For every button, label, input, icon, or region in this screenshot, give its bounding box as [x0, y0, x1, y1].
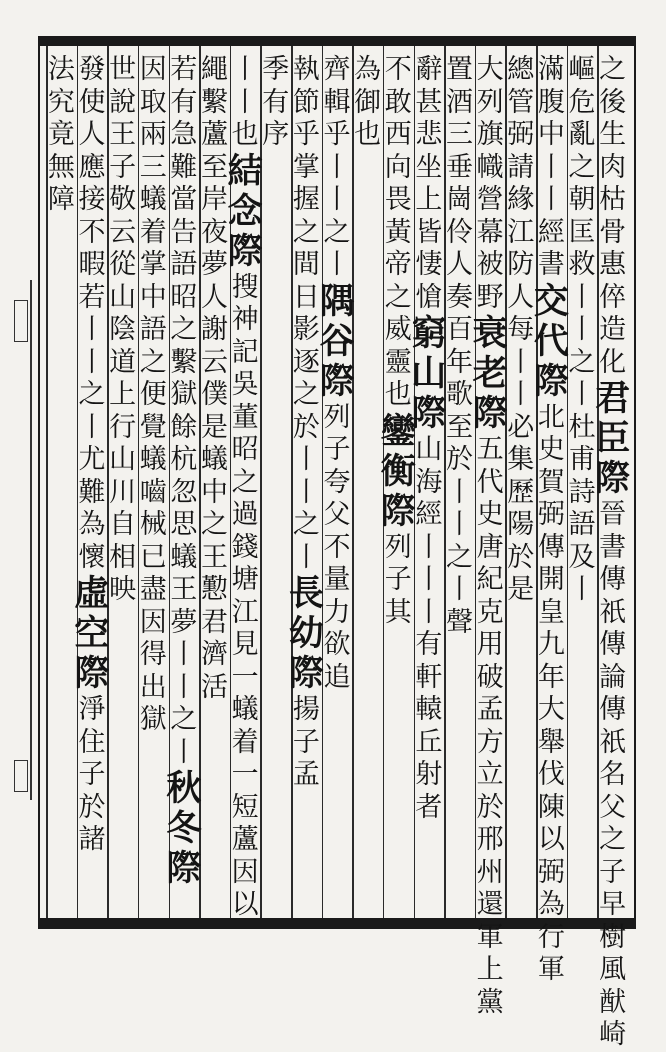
section-heading: 結 念 際: [227, 150, 263, 272]
column-text: 繩 繫 蘆 至 岸 夜 夢 人 謝 云 僕 是 蟻 中 之 王 懃 君 濟 活: [200, 54, 228, 703]
column-text: 置 酒 三 垂 崗 伶 人 奏 百 年 歌 至 於 丨 丨 之 丨 聲: [446, 54, 474, 638]
section-heading: 長 幼 際: [288, 573, 324, 694]
column-text: 日 影 逐 之 於 丨 丨 之 丨: [292, 281, 320, 573]
top-border-bar: [38, 36, 636, 46]
section-heading: 君 臣 際: [595, 378, 631, 499]
column-text: 辭 甚 悲 坐 上 皆 悽 愴: [415, 54, 443, 313]
section-heading: 交 代 際: [533, 280, 569, 402]
column-text: 季 有 序: [262, 54, 290, 150]
column-text: 不 敢 西 向 畏 黃 帝 之 威 靈 也: [384, 54, 412, 410]
section-heading: 虛 空 際: [74, 573, 110, 694]
column-text: 法 究 竟 無 障: [47, 54, 75, 215]
column-text: 世 說 王 子 敬 云 從 山 陰 道 上 行 山 川 自 相 映: [109, 54, 137, 605]
section-heading: 衰 老 際: [472, 313, 508, 434]
column-text: 嶇 危 亂 之 朝 匡 救 丨 丨 之 丨 杜 甫 詩 語 及 丨: [568, 54, 596, 605]
column-text: 列 子 其: [384, 531, 412, 628]
column-text: 若 有 急 難 當 告 語 昭 之 繫 獄 餘 杭 忽 思 蟻 王 夢 丨 丨 之 丨: [170, 54, 198, 768]
column-text: 發 使 人 應 接 不 暇 若 丨 丨 之 丨 尤 難 為 懷: [78, 54, 106, 573]
column-text: 丨 丨 也: [231, 54, 259, 150]
column-text: 揚 子 孟: [292, 694, 320, 790]
column-text: 為 御 也: [354, 54, 382, 150]
column-text: 北 史 賀 弼 傳 開 皇 九 年 大 舉 伐 陳 以 弼 為 行 軍: [537, 401, 565, 985]
column-text: 晉 書 傳 祇 傳 論 傳 祇 名 父 之 子 早 樹 風 猷 崎: [599, 499, 627, 1050]
column-text: 總 管 弼 請 緣 江 防 人 每 丨 丨 必 集 歷 陽 於 是: [507, 54, 535, 605]
book-spine-edge: [8, 280, 32, 800]
column-text: 淨 住 子 於 諸: [78, 694, 106, 855]
column-text: 執 節 乎 掌 握 之 間: [292, 54, 320, 280]
section-heading: 秋 冬 際: [166, 768, 202, 889]
column-text: 山 海 經 丨 丨 丨 有 軒 轅 丘 射 者: [415, 434, 443, 823]
section-heading: 鑾 衡 際: [380, 410, 416, 532]
column-text: 大 列 旗 幟 營 幕 被 野: [476, 54, 504, 313]
column-text: 列 子 夸 父 不 量 力 欲 追: [323, 401, 351, 693]
spine-mark: [14, 300, 28, 342]
text-column: [42, 54, 80, 914]
column-text: 滿 腹 中 丨 丨 經 書: [537, 54, 565, 280]
column-text: 五 代 史 唐 紀 克 用 破 孟 方 立 於 邢 州 還 軍 上 黨: [476, 434, 504, 1018]
column-text: 齊 輯 乎 丨 丨 之 丨: [323, 54, 351, 280]
column-text: 因 取 兩 三 蟻 着 掌 中 語 之 便 覺 蟻 嚙 械 已 盡 因 得 出 獄: [139, 54, 167, 735]
section-heading: 隅 谷 際: [319, 280, 355, 402]
column-text: 之 後 生 肉 枯 骨 惠 倅 造 化: [599, 54, 627, 378]
column-text: 搜 神 記 吳 董 昭 之 過 錢 塘 江 見 一 蟻 着 一 短 蘆 因 以: [231, 271, 259, 920]
section-heading: 窮 山 際: [411, 313, 447, 434]
spine-mark: [14, 760, 28, 792]
